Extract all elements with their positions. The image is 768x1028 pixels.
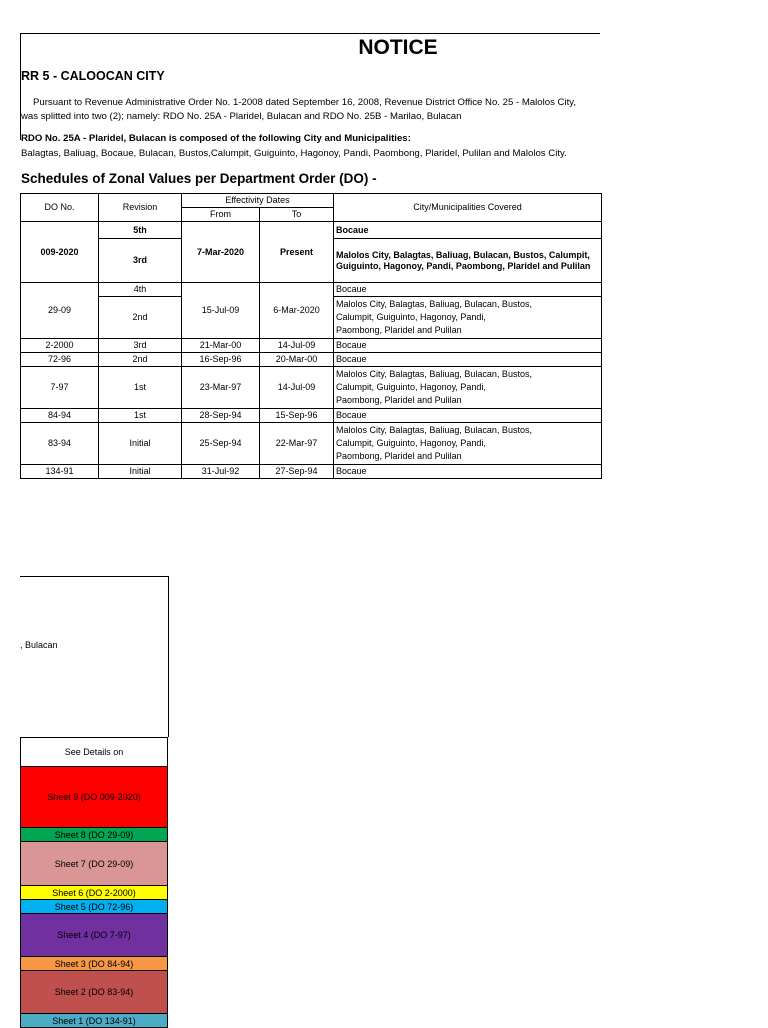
paragraph-line-2: was splitted into two (2); namely: RDO No. 25A - Plaridel, Bulacan and RDO No. 25B - Marilao, Bulacan xyxy=(21,111,462,122)
header-covered: City/Municipalities Covered xyxy=(334,194,602,222)
cell-to: 6-Mar-2020 xyxy=(260,283,334,339)
sheet-link-label: Sheet 6 (DO 2-2000) xyxy=(52,887,136,898)
cell-do: 84-94 xyxy=(21,409,99,423)
cell-revision: 3rd xyxy=(99,339,182,353)
schedules-title: Schedules of Zonal Values per Department Order (DO) - xyxy=(21,171,377,186)
covered-line: Paombong, Plaridel and Pulilan xyxy=(336,395,462,405)
cell-covered: Bocaue xyxy=(334,409,602,423)
sheet-link-2[interactable] xyxy=(20,971,168,1014)
cell-do: 009-2020 xyxy=(21,222,99,283)
cell-do: 29-09 xyxy=(21,283,99,339)
clipped-text-fragment: , Bulacan xyxy=(20,640,58,650)
cell-covered xyxy=(334,297,602,339)
header-do-no: DO No. xyxy=(21,194,99,222)
sheet-link-4[interactable] xyxy=(20,914,168,957)
cell-covered: Bocaue xyxy=(334,353,602,367)
sheet-link-1[interactable] xyxy=(20,1014,168,1028)
covered-line: Malolos City, Balagtas, Baliuag, Bulacan, Bustos, xyxy=(336,299,532,309)
cell-from: 7-Mar-2020 xyxy=(182,222,260,283)
sheet-link-label: Sheet 5 (DO 72-96) xyxy=(54,901,134,912)
cell-from: 15-Jul-09 xyxy=(182,283,260,339)
sheet-link-label: Sheet 7 (DO 29-09) xyxy=(54,858,134,869)
cell-from: 21-Mar-00 xyxy=(182,339,260,353)
cell-covered: Bocaue xyxy=(334,283,602,297)
covered-line: Calumpit, Guiguinto, Hagonoy, Pandi, xyxy=(336,382,486,392)
covered-line: Malolos City, Balagtas, Baliuag, Bulacan, Bustos, xyxy=(336,425,532,435)
cell-from: 16-Sep-96 xyxy=(182,353,260,367)
cell-from: 23-Mar-97 xyxy=(182,367,260,409)
header-to: To xyxy=(260,208,334,222)
sheet-link-label: Sheet 4 (DO 7-97) xyxy=(57,930,131,940)
header-from: From xyxy=(182,208,260,222)
covered-line: Paombong, Plaridel and Pulilan xyxy=(336,451,462,461)
cell-do: 72-96 xyxy=(21,353,99,367)
sheet-link-label: Sheet 1 (DO 134-91) xyxy=(52,1015,136,1026)
cell-covered: Bocaue xyxy=(334,339,602,353)
rr-heading: RR 5 - CALOOCAN CITY xyxy=(21,69,165,83)
cell-revision: 2nd xyxy=(99,353,182,367)
cell-covered: Bocaue xyxy=(334,465,602,479)
sheet-link-9[interactable] xyxy=(20,767,168,828)
cell-to: 15-Sep-96 xyxy=(260,409,334,423)
covered-line: Calumpit, Guiguinto, Hagonoy, Pandi, xyxy=(336,438,486,448)
cell-revision: Initial xyxy=(99,465,182,479)
cell-from: 25-Sep-94 xyxy=(182,423,260,465)
cell-to: 20-Mar-00 xyxy=(260,353,334,367)
cell-do: 83-94 xyxy=(21,423,99,465)
sheet-link-3[interactable] xyxy=(20,957,168,971)
covered-line: Calumpit, Guiguinto, Hagonoy, Pandi, xyxy=(336,312,486,322)
paragraph-line-1: Pursuant to Revenue Administrative Order No. 1-2008 dated September 16, 2008, Revenue District Office No. 25 - Malolos City, xyxy=(33,97,577,108)
header-revision: Revision xyxy=(99,194,182,222)
rdo-municipalities-list: Balagtas, Baliuag, Bocaue, Bulacan, Bustos,Calumpit, Guiguinto, Hagonoy, Pandi, Paombong, Plaridel, Pulilan and Malolos City. xyxy=(21,148,567,159)
sheet-link-7[interactable] xyxy=(20,842,168,886)
cell-do: 7-97 xyxy=(21,367,99,409)
sheet-link-6[interactable] xyxy=(20,886,168,900)
cell-to: 14-Jul-09 xyxy=(260,367,334,409)
sheet-link-label: Sheet 3 (DO 84-94) xyxy=(54,958,134,969)
cell-to: 27-Sep-94 xyxy=(260,465,334,479)
rdo-heading: RDO No. 25A - Plaridel, Bulacan is composed of the following City and Municipalities: xyxy=(21,133,411,144)
cell-covered: Bocaue xyxy=(334,222,602,239)
cell-from: 28-Sep-94 xyxy=(182,409,260,423)
top-border-rule xyxy=(20,33,600,34)
cell-do: 134-91 xyxy=(21,465,99,479)
cell-covered xyxy=(334,367,602,409)
sheet-link-label: Sheet 2 (DO 83-94) xyxy=(54,987,134,997)
cell-revision: 5th xyxy=(99,222,182,239)
cell-revision: 1st xyxy=(99,367,182,409)
cell-to: 22-Mar-97 xyxy=(260,423,334,465)
cell-revision: 3rd xyxy=(99,239,182,283)
cell-revision: 1st xyxy=(99,409,182,423)
cell-covered xyxy=(334,423,602,465)
cell-do: 2-2000 xyxy=(21,339,99,353)
clipped-notice-box xyxy=(20,576,169,737)
notice-title: NOTICE xyxy=(358,36,438,59)
cell-covered: Malolos City, Balagtas, Baliuag, Bulacan, Bustos, Calumpit, Guiguinto, Hagonoy, Pandi, Paombong, Plaridel and Pulilan xyxy=(334,239,602,283)
cell-revision: 2nd xyxy=(99,297,182,339)
sheet-link-label: Sheet 8 (DO 29-09) xyxy=(54,829,134,840)
sheet-link-5[interactable] xyxy=(20,900,168,914)
cell-to: Present xyxy=(260,222,334,283)
sheet-link-8[interactable] xyxy=(20,828,168,842)
covered-line: Paombong, Plaridel and Pulilan xyxy=(336,325,462,335)
cell-from: 31-Jul-92 xyxy=(182,465,260,479)
cell-to: 14-Jul-09 xyxy=(260,339,334,353)
see-details-label: See Details on xyxy=(20,737,168,767)
cell-revision: 4th xyxy=(99,283,182,297)
zonal-values-table xyxy=(20,193,602,479)
header-effectivity: Effectivity Dates xyxy=(182,194,334,208)
covered-line: Malolos City, Balagtas, Baliuag, Bulacan, Bustos, xyxy=(336,369,532,379)
sheet-link-label: Sheet 9 (DO 009-2020) xyxy=(47,792,141,802)
cell-revision: Initial xyxy=(99,423,182,465)
